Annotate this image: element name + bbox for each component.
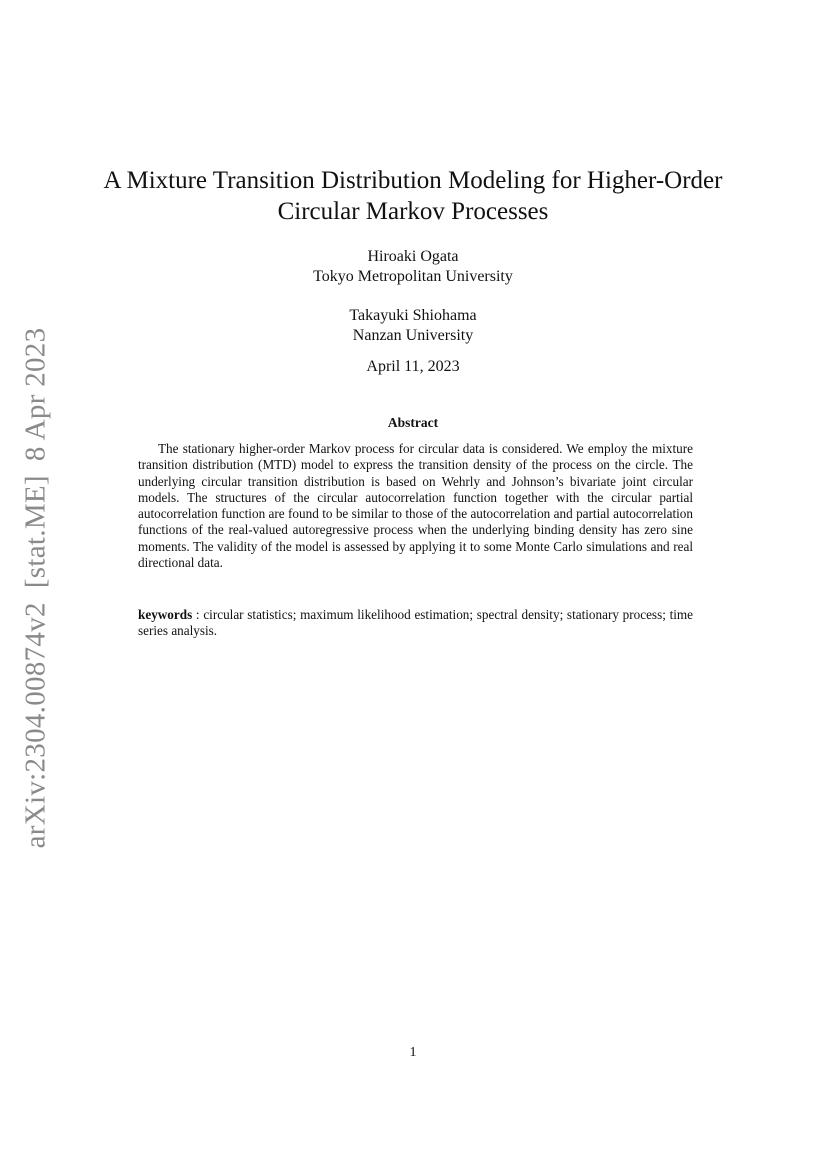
author-name: Takayuki Shiohama bbox=[349, 307, 477, 324]
author-block-1 bbox=[200, 247, 626, 287]
arxiv-identifier-stamp bbox=[20, 328, 53, 849]
keywords-label: keywords bbox=[138, 607, 193, 622]
arxiv-id: arXiv:2304.00874v2 bbox=[19, 602, 52, 849]
title-line-2: Circular Markov Processes bbox=[277, 198, 549, 225]
author-affiliation: Nanzan University bbox=[352, 327, 474, 344]
keywords-paragraph bbox=[138, 607, 693, 640]
arxiv-category: [stat.ME] bbox=[19, 475, 52, 589]
abstract-body: The stationary higher-order Markov process for circular data is considered. We employ the mixture transition distribution (MTD) model to express the transition density of the process on the circle. The underlying circular transition distribution is based on Wehrly and Johnson’s bivariate joint circular models. The structures of the circular autocorrelation function together with the circular partial autocorrelation function are found to be similar to those of the autocorrelation and partial autocorrelation functions of the real-valued autoregressive process when the underlying binding density has zero sine moments. The validity of the model is assessed by applying it to some Monte Carlo simulations and real directional data. bbox=[138, 441, 693, 571]
author-block-2 bbox=[200, 306, 626, 346]
keywords-text: circular statistics; maximum likelihood estimation; spectral density; stationary process; time series analysis. bbox=[138, 607, 694, 639]
abstract-heading: Abstract bbox=[387, 415, 439, 430]
author-affiliation: Tokyo Metropolitan University bbox=[313, 268, 513, 285]
author-name: Hiroaki Ogata bbox=[367, 248, 459, 265]
paper-title bbox=[90, 165, 736, 227]
keywords-separator: : bbox=[192, 607, 204, 622]
title-line-1: A Mixture Transition Distribution Modeling for Higher-Order bbox=[103, 167, 723, 194]
publication-date: April 11, 2023 bbox=[366, 358, 460, 375]
page-number: 1 bbox=[409, 1045, 417, 1060]
arxiv-date: 8 Apr 2023 bbox=[19, 327, 52, 462]
